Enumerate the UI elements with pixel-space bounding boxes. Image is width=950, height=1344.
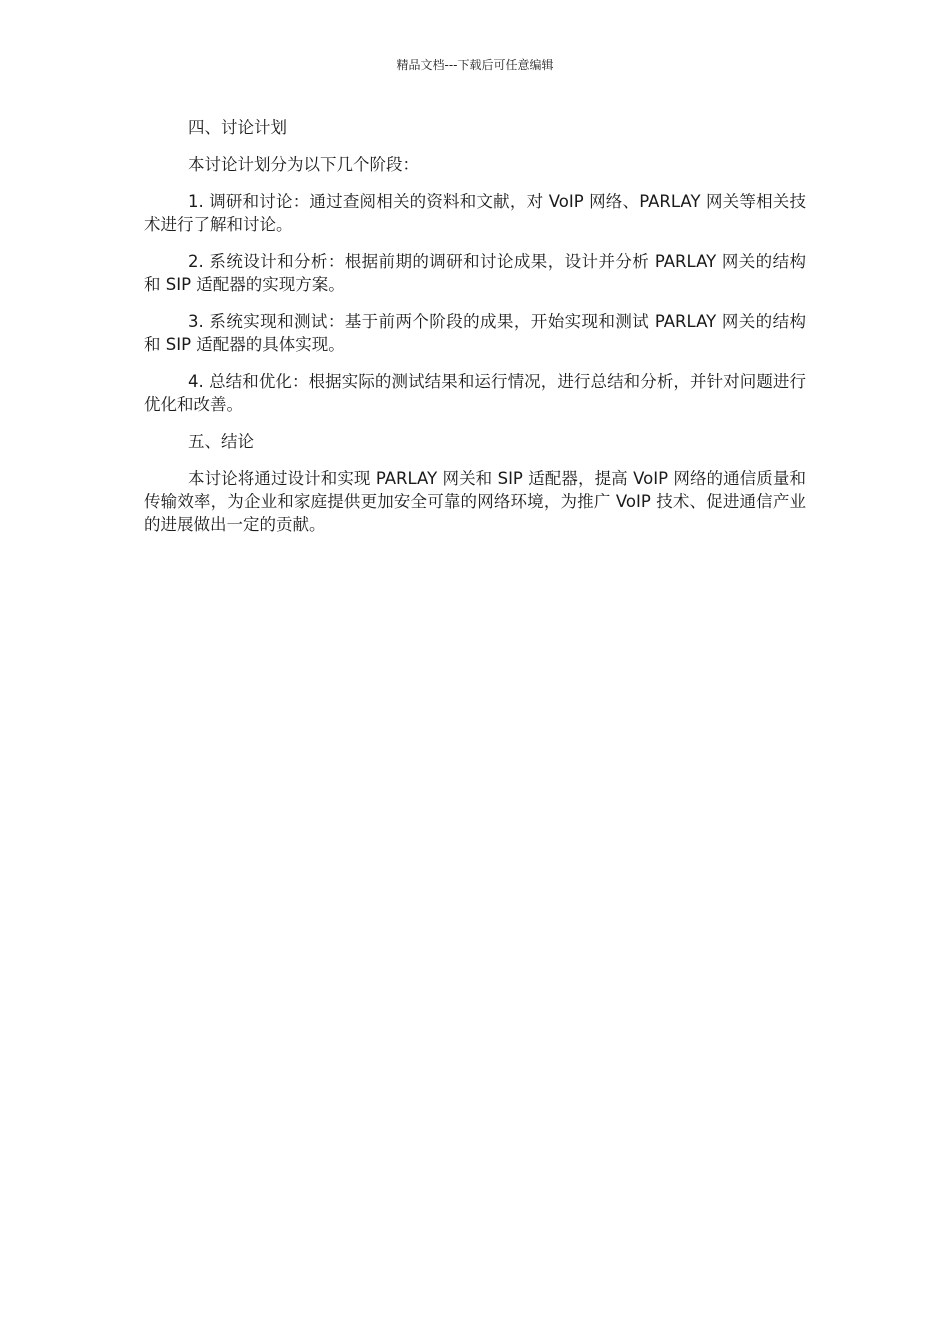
list-item-stage-2: 2. 系统设计和分析：根据前期的调研和讨论成果，设计并分析 PARLAY 网关的结构和 SIP 适配器的实现方案。 <box>144 252 806 294</box>
list-item-stage-3: 3. 系统实现和测试：基于前两个阶段的成果，开始实现和测试 PARLAY 网关的结构和 SIP 适配器的具体实现。 <box>144 312 806 354</box>
paragraph-plan-intro: 本讨论计划分为以下几个阶段： <box>188 155 419 174</box>
section-heading-discussion-plan: 四、讨论计划 <box>188 118 287 137</box>
section-heading-conclusion: 五、结论 <box>188 432 254 451</box>
paragraph-conclusion: 本讨论将通过设计和实现 PARLAY 网关和 SIP 适配器，提高 VoIP 网络的通信质量和传输效率，为企业和家庭提供更加安全可靠的网络环境，为推广 VoIP 技术、促进通信产业的进展做出一定的贡献。 <box>144 469 806 534</box>
list-item-stage-1: 1. 调研和讨论：通过查阅相关的资料和文献，对 VoIP 网络、PARLAY 网关等相关技术进行了解和讨论。 <box>144 192 806 234</box>
page-header: 精品文档---下载后可任意编辑 <box>396 58 554 72</box>
list-item-stage-4: 4. 总结和优化：根据实际的测试结果和运行情况，进行总结和分析，并针对问题进行优化和改善。 <box>144 372 806 414</box>
document-body <box>144 116 806 550</box>
